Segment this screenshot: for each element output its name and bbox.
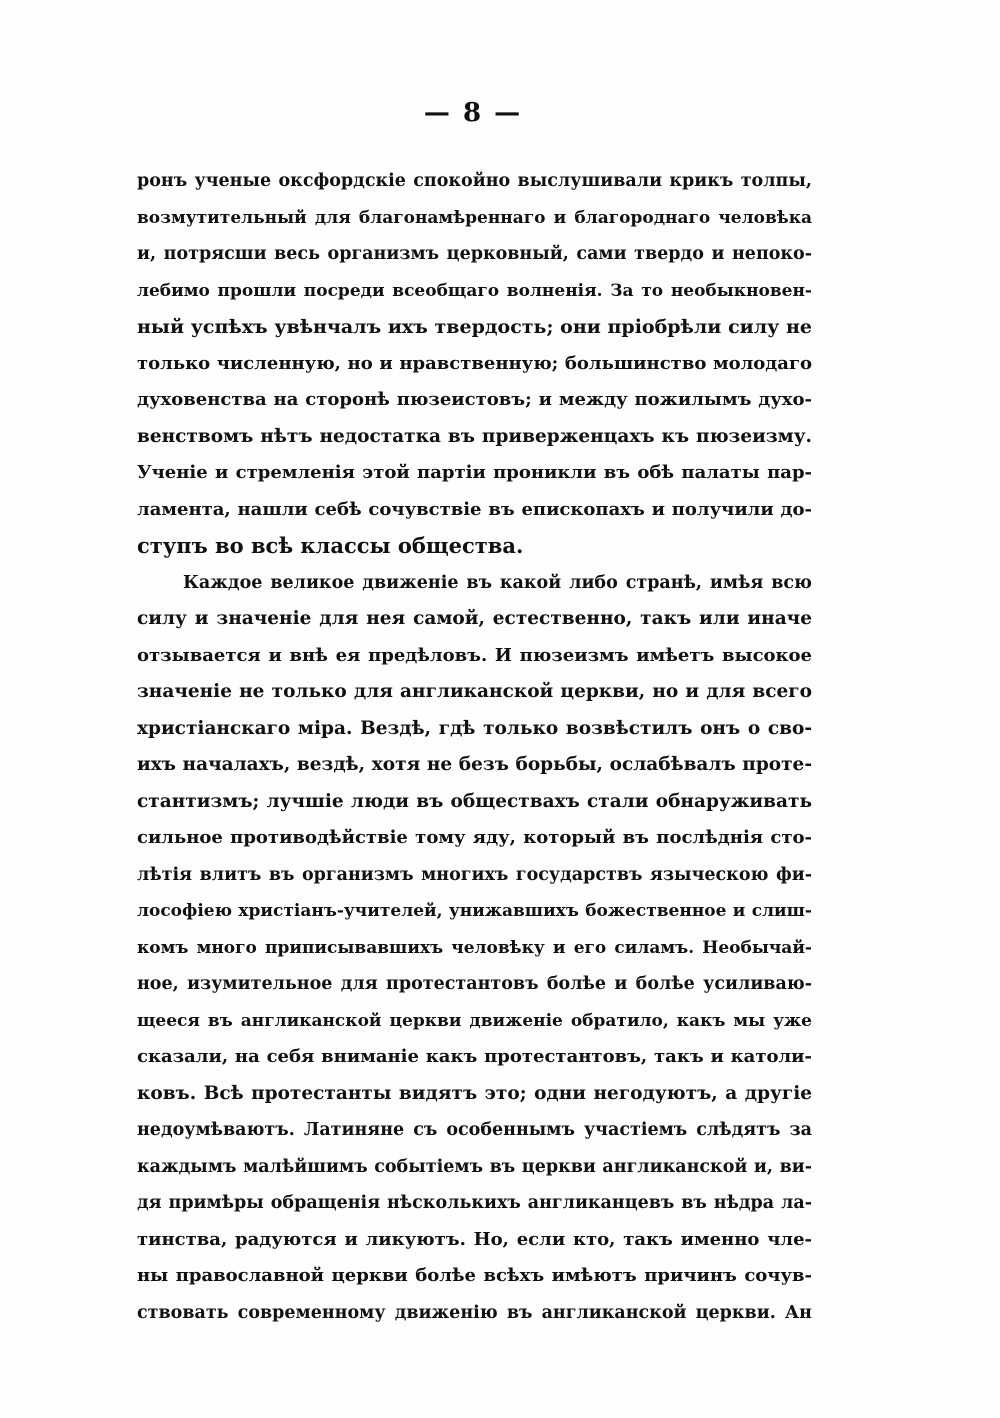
text-line: сказали, на себя вниманіе какъ протестантовъ, такъ и католи- [137,1046,812,1067]
text-line: значеніе не только для англиканской церкви, но и для всего [137,681,812,702]
text-line: дя примѣры обращенія нѣсколькихъ англиканцевъ въ нѣдра ла- [137,1193,812,1213]
page-number: — 8 — [423,98,523,128]
text-line: духовенства на сторонѣ пюзеистовъ; и между пожилымъ духо- [137,389,812,410]
text-line: ный успѣхъ увѣнчалъ ихъ твердость; они пріобрѣли силу не [137,316,812,338]
body-text [137,163,812,1331]
text-line: ствовать современному движенію въ англиканской церкви. Ан [137,1302,812,1323]
text-line: стантизмъ; лучшіе люди въ обществахъ стали обнаруживать [137,790,812,812]
text-line: ны православной церкви болѣе всѣхъ имѣютъ причинъ сочув- [137,1265,812,1286]
text-line: и, потрясши весь организмъ церковный, сами твердо и непоко- [137,244,812,264]
text-line: ное, изумительное для протестантовъ болѣе и болѣе усиливаю- [137,974,812,994]
text-line: лѣтія влитъ въ организмъ многихъ государствъ языческою фи- [137,864,812,885]
text-line: недоумѣваютъ. Латиняне съ особеннымъ участіемъ слѣдятъ за [137,1120,812,1140]
text-line: щееся въ англиканской церкви движеніе обратило, какъ мы уже [137,1010,812,1031]
paragraph-2 [137,565,812,1332]
text-line: венствомъ нѣтъ недостатка въ приверженцахъ къ пюзеизму. [137,425,812,447]
text-line: лебимо прошли посреди всеобщаго волненія. За то необыкновен- [137,280,812,301]
text-line: тинства, радуются и ликуютъ. Но, если кто, такъ именно чле- [137,1228,812,1250]
paragraph-1 [137,163,812,565]
text-line: только численную, но и нравственную; большинство молодаго [137,352,812,374]
text-line: Ученіе и стремленія этой партіи проникли въ обѣ палаты пар- [137,462,812,483]
text-line: ихъ началахъ, вездѣ, хотя не безъ борьбы, ослабѣвалъ проте- [137,754,812,775]
text-line: отзывается и внѣ ея предѣловъ. И пюзеизмъ имѣетъ высокое [137,644,812,666]
text-line: возмутительный для благонамѣреннаго и благороднаго человѣка [137,207,812,228]
text-line: каждымъ малѣйшимъ событіемъ въ церкви англиканской и, ви- [137,1156,812,1177]
text-line: ступъ во всѣ классы общества. [137,533,524,558]
text-line: комъ много приписывавшихъ человѣку и его силамъ. Необычай- [137,937,812,958]
text-line: сильное противодѣйствіе тому яду, который въ послѣднія сто- [137,827,812,848]
text-line: ронъ ученые оксфордскіе спокойно выслушивали крикъ толпы, [137,171,812,191]
text-line: ламента, нашли себѣ сочувствіе въ епископахъ и получили до- [137,498,812,520]
text-line: христіанскаго міра. Вездѣ, гдѣ только возвѣстилъ онъ о сво- [137,717,812,739]
text-line: силу и значеніе для нея самой, естественно, такъ или иначе [137,608,812,629]
text-line: Каждое великое движеніе въ какой либо странѣ, имѣя всю [183,572,812,593]
text-line: ковъ. Всѣ протестанты видятъ это; одни негодуютъ, а другіе [137,1082,812,1104]
text-line: лософіею христіанъ-учителей, унижавшихъ божественное и слиш- [137,901,812,921]
